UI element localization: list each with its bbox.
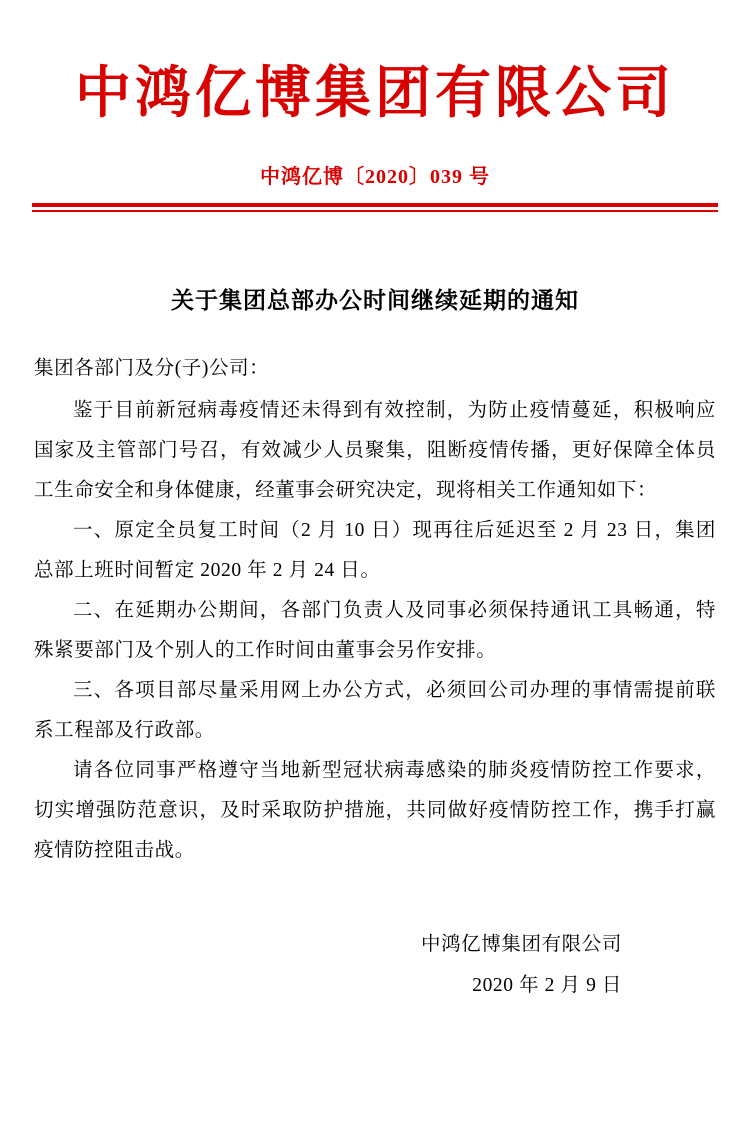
document-number: 中鸿亿博〔2020〕039 号: [260, 166, 490, 189]
letterhead: [30, 0, 720, 189]
document-title: 关于集团总部办公时间继续延期的通知: [171, 288, 579, 314]
organization-title: 中鸿亿博集团有限公司: [75, 63, 675, 125]
body-paragraph-3: 二、在延期办公期间，各部门负责人及同事必须保持通讯工具畅通，特殊紧要部门及个别人的工作时间由董事会另作安排。: [34, 600, 716, 662]
body-paragraph-1: 鉴于目前新冠病毒疫情还未得到有效控制，为防止疫情蔓延，积极响应国家及主管部门号召，有效减少人员聚集，阻断疫情传播，更好保障全体员工生命安全和身体健康，经董事会研究决定，现将相关工作通知如下：: [34, 400, 716, 502]
body-paragraph-2: 一、原定全员复工时间（2 月 10 日）现再往后延迟至 2 月 23 日，集团总部上班时间暂定 2020 年 2 月 24 日。: [34, 520, 716, 582]
document-body: [30, 349, 720, 871]
body-paragraph-5: 请各位同事严格遵守当地新型冠状病毒感染的肺炎疫情防控工作要求，切实增强防范意识，及时采取防护措施，共同做好疫情防控工作，携手打赢疫情防控阻击战。: [34, 760, 716, 862]
signature-block: [30, 925, 720, 1007]
header-rule-thin: [32, 210, 718, 212]
signature-date: 2020 年 2 月 9 日: [472, 974, 622, 996]
header-rule-thick: [32, 203, 718, 207]
signature-organization: 中鸿亿博集团有限公司: [420, 933, 622, 955]
body-paragraph-4: 三、各项目部尽量采用网上办公方式，必须回公司办理的事情需提前联系工程部及行政部。: [34, 680, 716, 742]
salutation: 集团各部门及分(子)公司：: [34, 358, 270, 380]
